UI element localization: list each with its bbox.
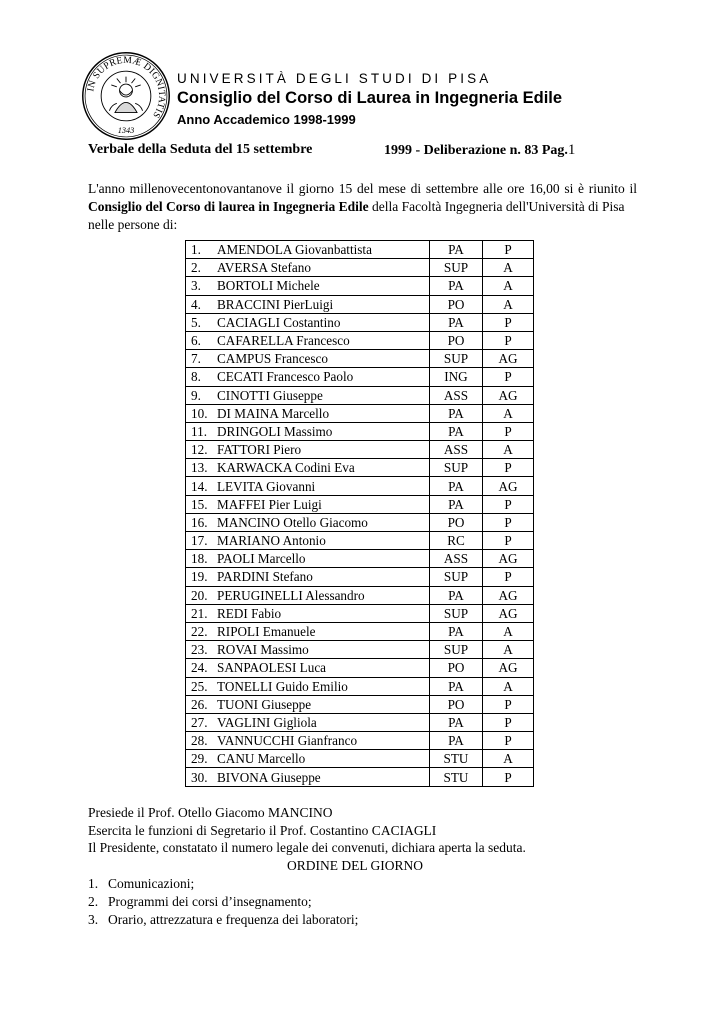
member-number: 24. <box>191 660 208 676</box>
member-presence: P <box>483 695 534 713</box>
table-row <box>186 532 534 550</box>
member-name-cell <box>186 750 430 768</box>
table-row <box>186 713 534 731</box>
member-name-cell <box>186 331 430 349</box>
member-role: PA <box>430 713 483 731</box>
agenda-number: 2. <box>88 894 99 909</box>
member-presence: P <box>483 532 534 550</box>
member-number: 6. <box>191 333 201 349</box>
member-name-cell <box>186 713 430 731</box>
member-number: 11. <box>191 423 207 439</box>
intro-line-2-rest: della Facoltà Ingegneria dell'Università di Pisa <box>368 199 625 214</box>
member-role: PA <box>430 477 483 495</box>
member-name-cell <box>186 641 430 659</box>
table-row <box>186 441 534 459</box>
member-name-cell <box>186 622 430 640</box>
member-name: KARWACKA Codini Eva <box>217 460 355 476</box>
quorum-line: Il Presidente, constatato il numero legale dei convenuti, dichiara aperta la seduta. <box>88 840 526 856</box>
member-number: 13. <box>191 460 208 476</box>
member-name: CAMPUS Francesco <box>217 351 328 367</box>
member-presence: P <box>483 732 534 750</box>
member-name-cell <box>186 695 430 713</box>
intro-line-3: nelle persone di: <box>88 217 178 232</box>
member-name: MANCINO Otello Giacomo <box>217 514 368 530</box>
list-item <box>88 875 358 893</box>
member-name-cell <box>186 568 430 586</box>
member-number: 27. <box>191 714 208 730</box>
member-number: 16. <box>191 514 208 530</box>
member-role: SUP <box>430 350 483 368</box>
table-row <box>186 622 534 640</box>
table-row <box>186 477 534 495</box>
table-row <box>186 695 534 713</box>
member-role: PO <box>430 659 483 677</box>
academic-year: Anno Accademico 1998-1999 <box>177 112 356 127</box>
member-number: 18. <box>191 551 208 567</box>
intro-line-1: L'anno millenovecentonovantanove il giorno 15 del mese di settembre alle ore 16,00 si è riunito il <box>88 181 637 196</box>
minutes-deliberation <box>384 142 575 159</box>
table-row <box>186 550 534 568</box>
member-role: STU <box>430 750 483 768</box>
seal-motto: IN SUPREMÆ DIGNITATIS <box>85 54 168 121</box>
president-line: Presiede il Prof. Otello Giacomo MANCINO <box>88 805 333 820</box>
table-row <box>186 732 534 750</box>
member-name: TONELLI Guido Emilio <box>217 678 348 694</box>
list-item <box>88 911 358 929</box>
member-presence: AG <box>483 350 534 368</box>
agenda-list <box>88 875 358 929</box>
list-item <box>88 893 358 911</box>
table-row <box>186 459 534 477</box>
member-number: 3. <box>191 278 201 294</box>
deliberation-text: 1999 - Deliberazione n. 83 Pag. <box>384 143 568 158</box>
member-number: 10. <box>191 405 208 421</box>
member-number: 20. <box>191 587 208 603</box>
member-name: SANPAOLESI Luca <box>217 660 327 676</box>
member-name-cell <box>186 368 430 386</box>
member-name: RIPOLI Emanuele <box>217 624 316 640</box>
university-seal <box>80 50 172 142</box>
agenda-number: 3. <box>88 912 99 927</box>
member-name: VANNUCCHI Gianfranco <box>217 733 358 749</box>
table-row <box>186 604 534 622</box>
intro-paragraph <box>88 180 637 234</box>
member-name: LEVITA Giovanni <box>217 478 316 494</box>
table-row <box>186 513 534 531</box>
member-number: 2. <box>191 260 201 276</box>
member-number: 4. <box>191 296 201 312</box>
member-name: BIVONA Giuseppe <box>217 769 321 785</box>
member-role: ASS <box>430 386 483 404</box>
member-number: 26. <box>191 696 208 712</box>
member-presence: A <box>483 404 534 422</box>
seal-year: 1343 <box>117 125 135 135</box>
table-row <box>186 386 534 404</box>
table-row <box>186 350 534 368</box>
member-number: 12. <box>191 442 208 458</box>
member-name-cell <box>186 277 430 295</box>
member-role: PA <box>430 732 483 750</box>
agenda-text: Orario, attrezzatura e frequenza dei laboratori; <box>108 912 359 927</box>
member-name: TUONI Giuseppe <box>217 696 312 712</box>
member-number: 7. <box>191 351 201 367</box>
member-number: 29. <box>191 751 208 767</box>
member-role: PA <box>430 313 483 331</box>
member-presence: P <box>483 422 534 440</box>
member-role: PO <box>430 295 483 313</box>
member-number: 25. <box>191 678 208 694</box>
member-role: ING <box>430 368 483 386</box>
member-presence: A <box>483 295 534 313</box>
member-number: 17. <box>191 533 208 549</box>
member-presence: A <box>483 277 534 295</box>
member-name-cell <box>186 350 430 368</box>
member-name: DI MAINA Marcello <box>217 405 330 421</box>
member-role: PO <box>430 695 483 713</box>
member-name-cell <box>186 241 430 259</box>
member-role: STU <box>430 768 483 786</box>
member-name-cell <box>186 513 430 531</box>
minutes-session: Verbale della Seduta del 15 settembre <box>88 142 313 157</box>
university-name: UNIVERSITÀ DEGLI STUDI DI PISA <box>177 71 492 86</box>
table-row <box>186 241 534 259</box>
member-name: MAFFEI Pier Luigi <box>217 496 322 512</box>
member-name: AMENDOLA Giovanbattista <box>217 242 372 258</box>
table-row <box>186 313 534 331</box>
member-name: FATTORI Piero <box>217 442 302 458</box>
member-name: BORTOLI Michele <box>217 278 320 294</box>
page-number: 1 <box>567 142 576 158</box>
member-name: AVERSA Stefano <box>217 260 311 276</box>
member-presence: P <box>483 313 534 331</box>
member-name: ROVAI Massimo <box>217 642 309 658</box>
member-presence: AG <box>483 659 534 677</box>
seal-madonna-emblem <box>109 77 142 113</box>
member-name-cell <box>186 386 430 404</box>
secretary-line: Esercita le funzioni di Segretario il Prof. Costantino CACIAGLI <box>88 822 437 838</box>
member-name: MARIANO Antonio <box>217 533 326 549</box>
member-presence: A <box>483 750 534 768</box>
member-name: CECATI Francesco Paolo <box>217 369 354 385</box>
member-name-cell <box>186 659 430 677</box>
agenda-number: 1. <box>88 876 99 891</box>
member-presence: P <box>483 368 534 386</box>
member-role: PA <box>430 241 483 259</box>
member-number: 8. <box>191 369 201 385</box>
member-role: PO <box>430 331 483 349</box>
member-presence: AG <box>483 586 534 604</box>
member-role: ASS <box>430 441 483 459</box>
member-role: PA <box>430 404 483 422</box>
member-name: VAGLINI Gigliola <box>217 714 317 730</box>
member-role: PO <box>430 513 483 531</box>
member-role: SUP <box>430 459 483 477</box>
member-name-cell <box>186 604 430 622</box>
member-presence: AG <box>483 477 534 495</box>
member-number: 1. <box>191 242 201 258</box>
member-presence: AG <box>483 550 534 568</box>
member-name-cell <box>186 677 430 695</box>
member-presence: P <box>483 459 534 477</box>
member-presence: A <box>483 622 534 640</box>
table-row <box>186 259 534 277</box>
member-role: PA <box>430 677 483 695</box>
member-number: 22. <box>191 624 208 640</box>
member-name-cell <box>186 295 430 313</box>
agenda-title: ORDINE DEL GIORNO <box>287 857 423 873</box>
table-row <box>186 331 534 349</box>
member-name-cell <box>186 768 430 786</box>
member-number: 21. <box>191 605 208 621</box>
agenda-text: Comunicazioni; <box>108 876 195 891</box>
member-presence: P <box>483 768 534 786</box>
member-name: REDI Fabio <box>217 605 282 621</box>
member-number: 15. <box>191 496 208 512</box>
council-name-bold: Consiglio del Corso di laurea in Ingegneria Edile <box>88 199 369 214</box>
member-name-cell <box>186 259 430 277</box>
table-row <box>186 422 534 440</box>
member-number: 19. <box>191 569 208 585</box>
member-number: 23. <box>191 642 208 658</box>
council-title: Consiglio del Corso di Laurea in Ingegneria Edile <box>177 89 563 107</box>
member-number: 9. <box>191 387 201 403</box>
member-name-cell <box>186 586 430 604</box>
member-name-cell <box>186 404 430 422</box>
member-role: PA <box>430 586 483 604</box>
member-name: CANU Marcello <box>217 751 306 767</box>
member-name: DRINGOLI Massimo <box>217 423 333 439</box>
member-number: 5. <box>191 314 201 330</box>
member-name: CINOTTI Giuseppe <box>217 387 323 403</box>
member-presence: P <box>483 568 534 586</box>
member-role: PA <box>430 622 483 640</box>
member-presence: AG <box>483 604 534 622</box>
table-row <box>186 495 534 513</box>
member-name-cell <box>186 532 430 550</box>
member-role: PA <box>430 495 483 513</box>
member-role: SUP <box>430 641 483 659</box>
table-row <box>186 641 534 659</box>
table-row <box>186 768 534 786</box>
member-name: BRACCINI PierLuigi <box>217 296 334 312</box>
member-name-cell <box>186 550 430 568</box>
member-name-cell <box>186 495 430 513</box>
member-name-cell <box>186 313 430 331</box>
member-presence: P <box>483 713 534 731</box>
agenda-text: Programmi dei corsi d’insegnamento; <box>108 894 312 909</box>
member-name: PAOLI Marcello <box>217 551 306 567</box>
member-role: PA <box>430 277 483 295</box>
member-presence: A <box>483 677 534 695</box>
table-row <box>186 368 534 386</box>
member-name: CAFARELLA Francesco <box>217 333 350 349</box>
member-role: SUP <box>430 259 483 277</box>
member-role: SUP <box>430 568 483 586</box>
members-table <box>185 240 534 787</box>
table-row <box>186 277 534 295</box>
member-role: RC <box>430 532 483 550</box>
member-presence: A <box>483 441 534 459</box>
member-number: 14. <box>191 478 208 494</box>
member-role: ASS <box>430 550 483 568</box>
member-name-cell <box>186 459 430 477</box>
session-notes <box>88 804 526 874</box>
member-presence: P <box>483 495 534 513</box>
member-name-cell <box>186 477 430 495</box>
table-row <box>186 568 534 586</box>
member-role: PA <box>430 422 483 440</box>
member-name: PERUGINELLI Alessandro <box>217 587 365 603</box>
table-row <box>186 586 534 604</box>
member-name: PARDINI Stefano <box>217 569 313 585</box>
table-row <box>186 750 534 768</box>
member-number: 30. <box>191 769 208 785</box>
member-presence: P <box>483 241 534 259</box>
table-row <box>186 677 534 695</box>
member-number: 28. <box>191 733 208 749</box>
table-row <box>186 659 534 677</box>
member-presence: P <box>483 513 534 531</box>
table-row <box>186 404 534 422</box>
member-name-cell <box>186 441 430 459</box>
member-role: SUP <box>430 604 483 622</box>
member-presence: P <box>483 331 534 349</box>
member-presence: A <box>483 641 534 659</box>
member-name: CACIAGLI Costantino <box>217 314 341 330</box>
member-name-cell <box>186 732 430 750</box>
intro-line-2 <box>88 198 637 216</box>
member-name-cell <box>186 422 430 440</box>
member-presence: A <box>483 259 534 277</box>
table-row <box>186 295 534 313</box>
member-presence: AG <box>483 386 534 404</box>
